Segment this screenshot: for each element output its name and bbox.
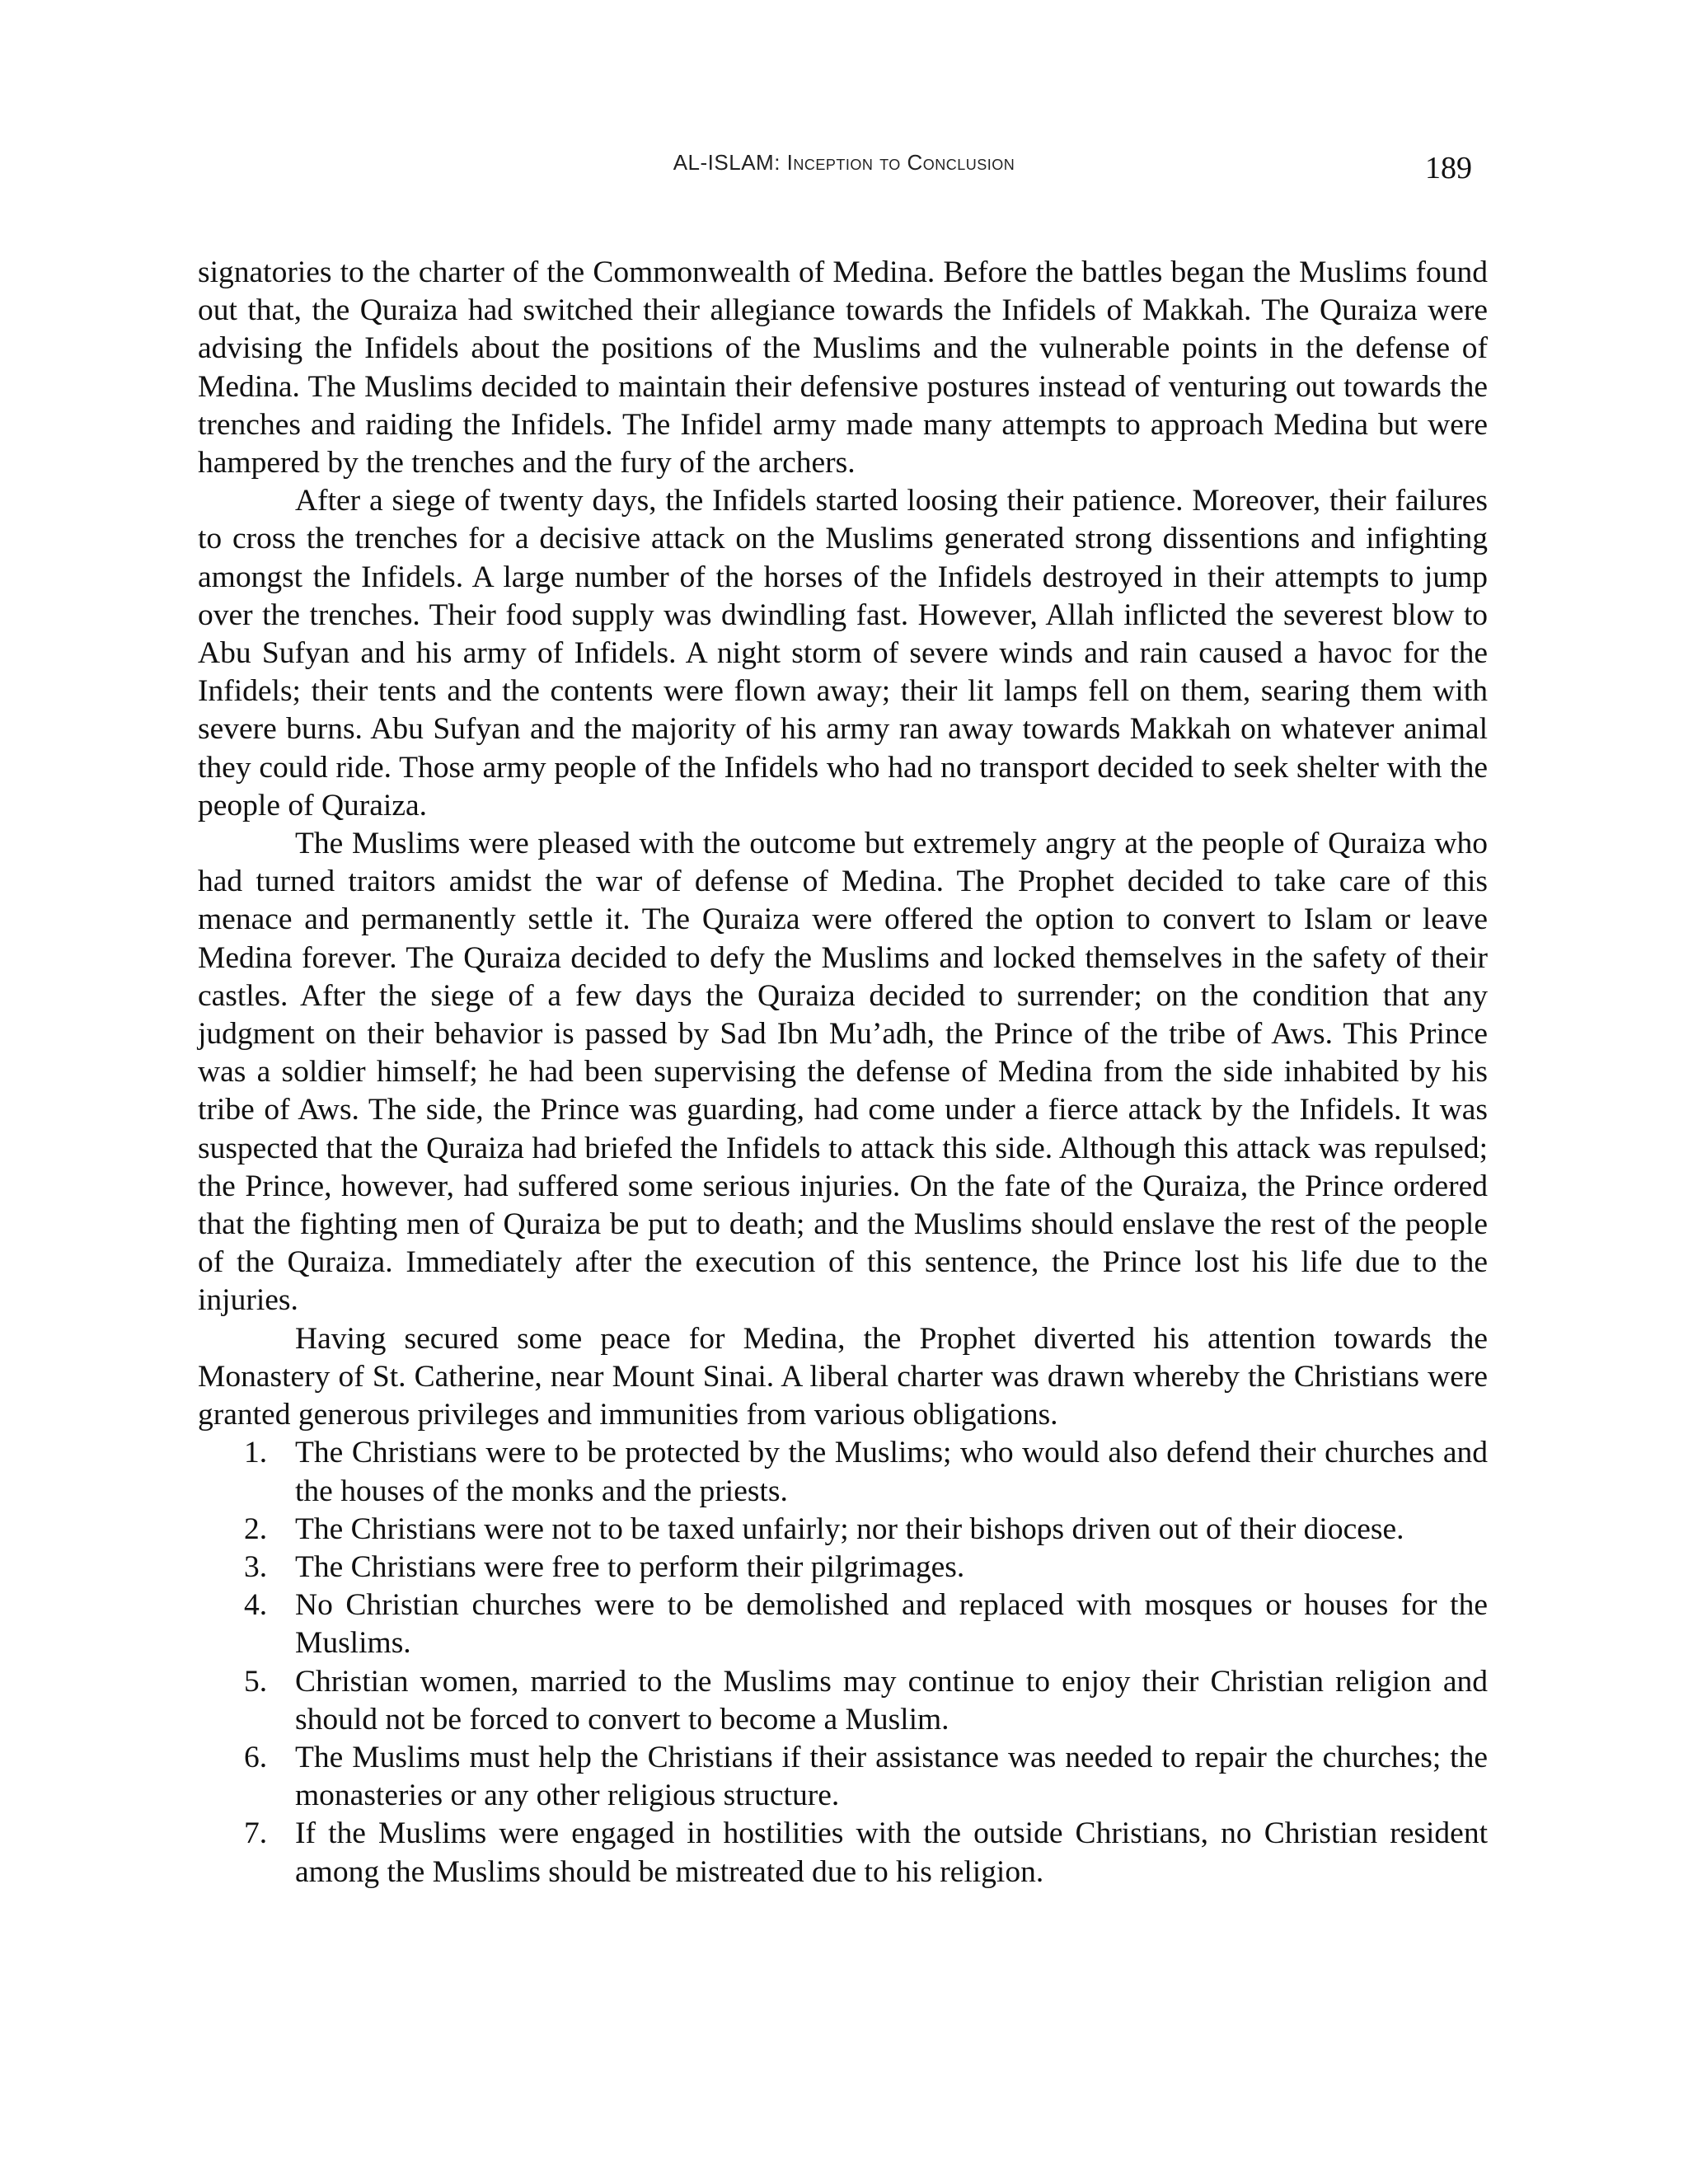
- list-item-number: 2.: [244, 1511, 268, 1546]
- list-item-text: The Christians were free to perform their pilgrimages.: [295, 1549, 965, 1584]
- list-item: [198, 1586, 1488, 1662]
- list-item: [198, 1511, 1488, 1549]
- list-item-number: 5.: [244, 1664, 268, 1699]
- list-item-text: Christian women, married to the Muslims may continue to enjoy their Christian religion and should not be forced to convert to become a Muslim.: [295, 1664, 1488, 1736]
- paragraph-monastery: Having secured some peace for Medina, the Prophet diverted his attention towards the Monastery of St. Catherine, near Mount Sinai. A liberal charter was drawn whereby the Christians were granted generous privileges and immunities from various obligations.: [198, 1321, 1488, 1432]
- running-header-prefix: AL-ISLAM:: [673, 150, 787, 175]
- list-item-number: 3.: [244, 1549, 268, 1584]
- page-number: 189: [1425, 151, 1472, 185]
- charter-list: [198, 1434, 1488, 1891]
- list-item-text: The Christians were not to be taxed unfairly; nor their bishops driven out of their diocese.: [295, 1511, 1404, 1546]
- list-item-text: No Christian churches were to be demolished and replaced with mosques or houses for the Muslims.: [295, 1588, 1488, 1661]
- running-header-subtitle: Inception to Conclusion: [786, 150, 1015, 175]
- list-item-number: 4.: [244, 1588, 268, 1623]
- list-item: [198, 1815, 1488, 1891]
- list-item-number: 1.: [244, 1436, 268, 1470]
- paragraph-continuation: signatories to the charter of the Commonwealth of Medina. Before the battles began the Muslims found out that, the Quraiza had switched their allegiance towards the Infidels of Makkah. The Quraiza were advising the Infidels about the positions of the Muslims and the vulnerable points in the defense of Medina. The Muslims decided to maintain their defensive postures instead of venturing out towards the trenches and raiding the Infidels. The Infidel army made many attempts to approach Medina but were hampered by the trenches and the fury of the archers.: [198, 255, 1488, 480]
- paragraph-quraiza: The Muslims were pleased with the outcome but extremely angry at the people of Quraiza who had turned traitors amidst the war of defense of Medina. The Prophet decided to take care of this menace and permanently settle it. The Quraiza were offered the option to convert to Islam or leave Medina forever. The Quraiza decided to defy the Muslims and locked themselves in the safety of their castles. After the siege of a few days the Quraiza decided to surrender; on the condition that any judgment on their behavior is passed by Sad Ibn Mu’adh, the Prince of the tribe of Aws. This Prince was a soldier himself; he had been supervising the defense of Medina from the side inhabited by his tribe of Aws. The side, the Prince was guarding, had come under a fierce attack by the Infidels. It was suspected that the Quraiza had briefed the Infidels to attack this side. Although this attack was repulsed; the Prince, however, had suffered some serious injuries. On the fate of the Quraiza, the Prince ordered that the fighting men of Quraiza be put to death; and the Muslims should enslave the rest of the people of the Quraiza. Immediately after the execution of this sentence, the Prince lost his life due to the injuries.: [198, 827, 1488, 1318]
- body-text: [198, 254, 1488, 1891]
- list-item-number: 6.: [244, 1740, 268, 1774]
- list-item: [198, 1739, 1488, 1815]
- list-item: [198, 1434, 1488, 1510]
- list-item-text: The Christians were to be protected by the Muslims; who would also defend their churches and the houses of the monks and the priests.: [295, 1436, 1488, 1508]
- list-item-number: 7.: [244, 1816, 268, 1851]
- list-item-text: The Muslims must help the Christians if their assistance was needed to repair the churches; the monasteries or any other religious structure.: [295, 1740, 1488, 1813]
- list-item-text: If the Muslims were engaged in hostilities with the outside Christians, no Christian resident among the Muslims should be mistreated due to his religion.: [295, 1816, 1488, 1889]
- paragraph-siege: After a siege of twenty days, the Infidels started loosing their patience. Moreover, their failures to cross the trenches for a decisive attack on the Muslims generated strong dissentions and infighting amongst the Infidels. A large number of the horses of the Infidels destroyed in their attempts to jump over the trenches. Their food supply was dwindling fast. However, Allah inflicted the severest blow to Abu Sufyan and his army of Infidels. A night storm of severe winds and rain caused a havoc for the Infidels; their tents and the contents were flown away; their lit lamps fell on them, searing them with severe burns. Abu Sufyan and the majority of his army ran away towards Makkah on whatever animal they could ride. Those army people of the Infidels who had no transport decided to seek shelter with the people of Quraiza.: [198, 484, 1488, 823]
- list-item: [198, 1549, 1488, 1586]
- list-item: [198, 1663, 1488, 1739]
